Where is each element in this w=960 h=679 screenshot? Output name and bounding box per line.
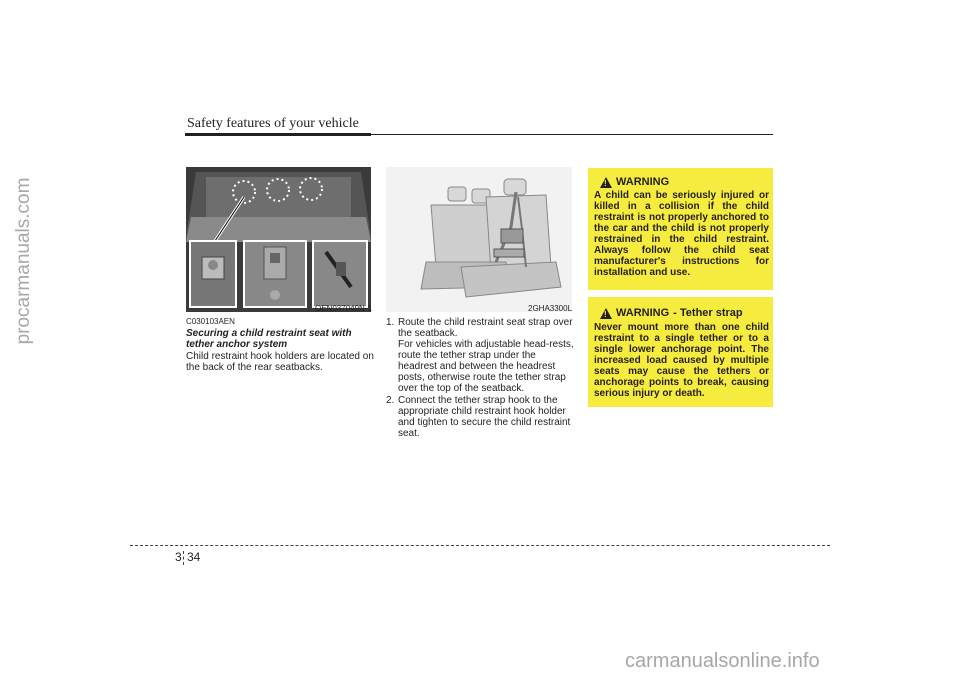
warning-body: A child can be seriously injured or killed in a collision if the child restraint is not properly anchored to the car and the child is not properly restrained in the child restraint. Always follow the child seat manufacturer's instructions for installation and use. <box>594 190 769 278</box>
footer-rule <box>130 545 830 546</box>
step-text: Connect the tether strap hook to the appropriate child restraint hook holder and tighten to secure the child restraint seat. <box>398 395 571 439</box>
step-text: Route the child restraint seat strap over the seatback. <box>398 317 573 339</box>
bottom-watermark: carmanualsonline.info <box>625 650 820 672</box>
section-body: Child restraint hook holders are located on the back of the rear seatbacks. <box>186 351 374 373</box>
figure-caption-center: 2GHA3300L <box>528 304 573 313</box>
cargo-area-illustration <box>186 167 371 312</box>
page-divider <box>183 551 184 565</box>
header-rule <box>371 134 773 135</box>
tether-warning-box <box>588 297 773 407</box>
warning-title: WARNING <box>616 176 670 188</box>
step-note: For vehicles with adjustable head-rests, route the tether strap under the headrest and between the headrest posts, otherwise route the tether strap over the top of the seatback. <box>398 339 574 394</box>
list-item <box>386 317 574 394</box>
step-number: 1. <box>386 317 395 328</box>
warning-subtitle: - Tether strap <box>673 307 743 319</box>
warning-icon <box>600 308 612 319</box>
warning-icon <box>600 177 612 188</box>
rear-seat-figure <box>386 167 572 312</box>
list-item <box>386 395 574 439</box>
page-header-title: Safety features of your vehicle <box>187 116 359 131</box>
side-watermark: procarmanuals.com <box>13 177 34 345</box>
chapter-number: 3 <box>175 550 182 564</box>
section-code: C030103AEN <box>186 317 235 326</box>
warning-title: WARNING <box>616 307 670 319</box>
header-bar <box>185 133 371 136</box>
warning-body: Never mount more than one child restraint to a single tether or to a single lower anchorage point. The increased load caused by multiple seats may cause the tethers or anchorage points to break, causing serious injury or death. <box>594 322 769 399</box>
cargo-area-figure <box>186 167 371 312</box>
figure-caption-left: OEN037049N-1 <box>315 304 372 313</box>
steps-list <box>386 317 574 440</box>
step-number: 2. <box>386 395 395 406</box>
page-number: 34 <box>187 550 201 564</box>
warning-box <box>588 168 773 290</box>
rear-seat-illustration <box>386 167 572 312</box>
section-heading: Securing a child restraint seat with tether anchor system <box>186 328 352 350</box>
